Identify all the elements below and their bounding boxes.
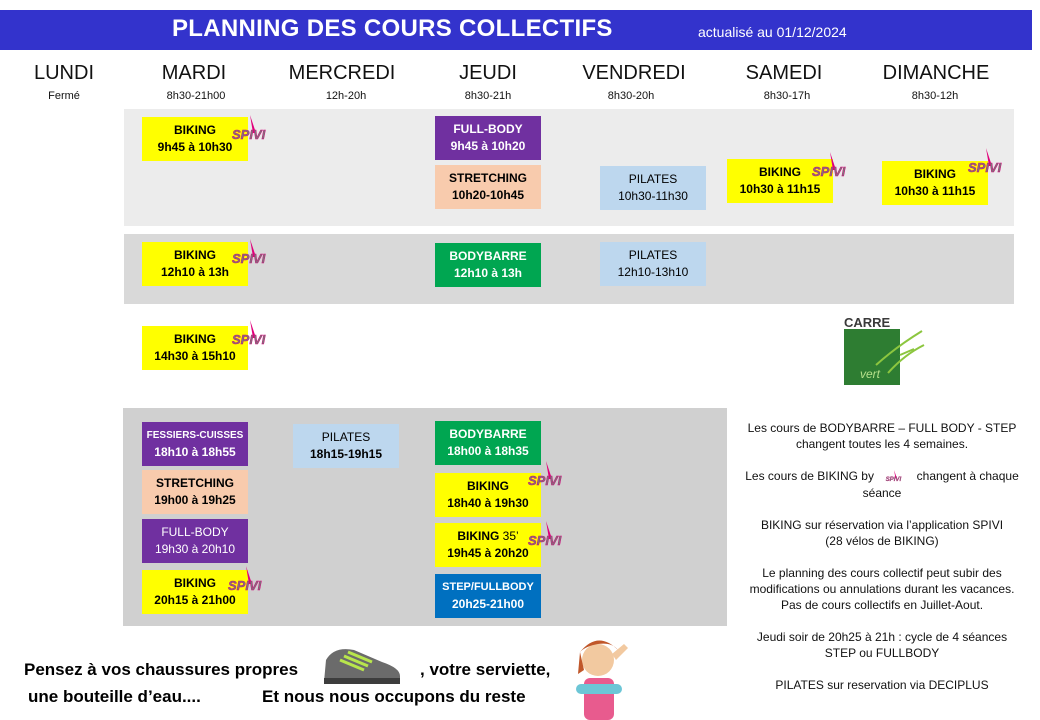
note-rotation: Les cours de BODYBARRE – FULL BODY - STEP changent toutes les 4 semaines. [747,421,1017,451]
class-time: 19h45 à 20h20 [447,546,529,560]
spivi-logo-icon [526,519,570,553]
class-name: STRETCHING [449,171,527,185]
class-time: 9h45 à 10h20 [450,139,526,153]
carre-vert-logo [842,315,926,385]
hours-monday: Fermé [48,90,80,102]
logo-text-vert: vert [860,367,881,381]
class-time: 18h00 à 18h35 [447,444,529,458]
class-time: 10h20-10h45 [451,188,525,202]
note-biking: Les cours de BIKING by SPIVI changent à chaque séance [745,469,1019,500]
day-tuesday: MARDI [161,62,227,84]
class-name: FULL-BODY [161,525,229,539]
note-holidays: Le planning des cours collectif peut subir des modifications ou annulations durant les vacances. Pas de cours collectifs en Juillet-Aout. [749,565,1015,612]
class-name: BIKING [174,576,216,590]
svg-text:SPIVI: SPIVI [812,164,846,179]
class-name: BIKING [174,123,216,137]
spivi-logo-icon [526,459,570,493]
class-time: 12h10 à 13h [160,265,230,279]
class-name: FULL-BODY [453,122,523,136]
note-thursday: Jeudi soir de 20h25 à 21h : cycle de 4 séances STEP ou FULLBODY [756,629,1008,660]
hours-saturday: 8h30-17h [763,90,811,102]
class-name: PILATES [321,430,371,444]
class-time: 10h30 à 11h15 [739,182,821,196]
spivi-logo-icon [230,113,274,147]
header-banner [0,10,1032,50]
spivi-logo-icon [230,318,274,352]
logo-text-carre: CARRE [844,315,891,330]
day-thursday: JEUDI [459,62,517,84]
class-card-tue-fessiers[interactable] [142,422,248,466]
day-sunday: DIMANCHE [882,62,990,84]
class-time: 12h10 à 13h [453,266,523,280]
class-time: 18h10 à 18h55 [154,445,236,459]
svg-text:SPIVI: SPIVI [232,332,266,347]
hours-tuesday: 8h30-21h00 [166,90,226,102]
svg-text:SPIVI: SPIVI [228,578,262,593]
footer-line2a: une bouteille d’eau.... [28,687,201,706]
day-friday: VENDREDI [582,62,686,84]
logo-leaf-icon [870,325,926,385]
svg-text:SPIVI: SPIVI [528,533,562,548]
woman-with-towel-icon [568,634,632,720]
spivi-logo-icon [877,469,913,485]
update-date: actualisé au 01/12/2024 [698,24,847,40]
class-name: BIKING [914,167,956,181]
class-time: 18h15-19h15 [309,447,383,461]
svg-text:SPIVI: SPIVI [885,476,902,484]
hours-friday: 8h30-20h [607,90,655,102]
class-name: BIKING [174,248,216,262]
sneaker-icon [320,640,404,690]
class-time: 10h30-11h30 [618,189,688,203]
class-duration: 35’ [499,529,519,543]
class-card-wed-pilates[interactable] [293,424,399,468]
class-time: 12h10-13h10 [617,265,689,279]
class-time: 9h45 à 10h30 [157,140,233,154]
note-reservation: BIKING sur réservation via l’application SPIVI (28 vélos de BIKING) [760,517,1004,548]
class-name: BIKING [467,479,509,493]
spivi-logo-icon [966,146,1010,180]
day-saturday: SAMEDI [745,62,823,84]
class-card-tue-fullbody[interactable] [142,519,248,563]
spivi-logo-icon [226,564,270,598]
class-card-tue-stretching[interactable] [142,470,248,514]
note-pilates: PILATES sur reservation via DECIPLUS [775,677,989,692]
spivi-logo-icon [230,237,274,271]
svg-text:SPIVI: SPIVI [968,160,1002,175]
class-card-fri-pilates-2[interactable] [600,242,706,286]
class-name: PILATES [628,248,678,262]
class-card-thu-stretching[interactable] [435,165,541,209]
class-time: 20h15 à 21h00 [154,593,236,607]
class-name: STEP/FULLBODY [442,581,534,593]
class-name: BODYBARRE [449,427,527,441]
svg-text:SPIVI: SPIVI [528,473,562,488]
class-card-fri-pilates-1[interactable] [600,166,706,210]
class-name: BIKING [174,332,216,346]
page-title: PLANNING DES COURS COLLECTIFS [172,15,613,42]
class-time: 10h30 à 11h15 [894,184,976,198]
day-monday: LUNDI [33,62,94,84]
class-time: 19h30 à 20h10 [154,542,236,556]
class-time: 19h00 à 19h25 [154,493,236,507]
class-time: 20h25-21h00 [451,597,525,611]
hours-wednesday: 12h-20h [325,90,367,102]
footer-line1a: Pensez à vos chaussures propres [24,660,299,679]
class-time: 18h40 à 19h30 [447,496,529,510]
footer-line2b: Et nous nous occupons du reste [262,687,526,706]
class-card-thu-step[interactable] [435,574,541,618]
day-wednesday: MERCREDI [288,62,396,84]
class-name: FESSIERS-CUISSES [146,430,244,441]
hours-thursday: 8h30-21h [464,90,512,102]
class-name: BIKING [759,165,801,179]
spivi-logo-icon [810,150,854,184]
svg-text:SPIVI: SPIVI [232,251,266,266]
class-name: PILATES [628,172,678,186]
svg-text:SPIVI: SPIVI [232,127,266,142]
class-card-thu-bodybarre-1[interactable] [435,243,541,287]
hours-sunday: 8h30-12h [911,90,959,102]
class-name: BIKING [457,529,500,543]
notes-panel [736,420,1028,709]
class-card-thu-fullbody-1[interactable] [435,116,541,160]
class-name: STRETCHING [156,476,234,490]
class-name: BODYBARRE [449,249,527,263]
footer-line1b: , votre serviette, [420,660,551,679]
class-time: 14h30 à 15h10 [154,349,236,363]
